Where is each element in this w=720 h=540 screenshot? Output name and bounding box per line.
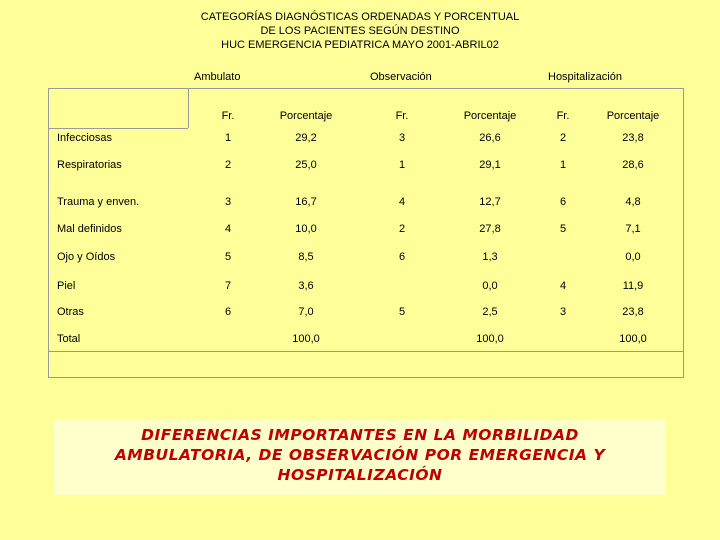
row-label: Total [57, 333, 81, 345]
column-header: Fr. [395, 110, 409, 122]
table-cell: 26,6 [479, 132, 501, 144]
column-header: Porcentaje [279, 110, 333, 122]
header-divider-vertical [188, 88, 189, 128]
table-cell: 100,0 [476, 333, 504, 345]
row-label: Otras [57, 306, 84, 318]
table-cell: 3 [398, 132, 406, 144]
row-label: Infecciosas [57, 132, 113, 144]
column-header: Fr. [221, 110, 235, 122]
table-cell: 25,0 [295, 159, 317, 171]
table-cell: 28,6 [622, 159, 644, 171]
table-cell: 27,8 [479, 223, 501, 235]
data-table [48, 88, 684, 378]
table-cell: 7,1 [625, 223, 641, 235]
table-cell: 4 [398, 196, 406, 208]
group-header-ambulatorio: Ambulato [194, 71, 241, 83]
table-cell: 2 [224, 159, 232, 171]
conclusion-text [0, 425, 720, 485]
table-cell: 3 [559, 306, 567, 318]
table-cell: 23,8 [622, 132, 644, 144]
conclusion-line-1: DIFERENCIAS IMPORTANTES EN LA MORBILIDAD [141, 426, 579, 444]
table-cell: 29,2 [295, 132, 317, 144]
conclusion-line-2: AMBULATORIA, DE OBSERVACIÓN POR EMERGENCIA Y [114, 446, 606, 464]
row-label: Respiratorias [57, 159, 122, 171]
table-cell: 5 [398, 306, 406, 318]
title-line-1: CATEGORÍAS DIAGNÓSTICAS ORDENADAS Y PORCENTUAL [200, 11, 520, 23]
row-label: Trauma y enven. [57, 196, 140, 208]
title-line-3: HUC EMERGENCIA PEDIATRICA MAYO 2001-ABRIL02 [221, 39, 499, 51]
table-cell: 16,7 [295, 196, 317, 208]
table-cell: 11,9 [622, 280, 644, 292]
conclusion-line-3: HOSPITALIZACIÓN [277, 466, 443, 484]
table-cell: 29,1 [479, 159, 501, 171]
title-line-2: DE LOS PACIENTES SEGÚN DESTINO [260, 25, 460, 37]
page-title [0, 10, 720, 52]
table-cell: 4 [224, 223, 232, 235]
table-cell: 3 [224, 196, 232, 208]
table-cell: 23,8 [622, 306, 644, 318]
group-header-observacion: Observación [370, 71, 432, 83]
table-cell: 1 [224, 132, 232, 144]
row-label: Ojo y Oídos [57, 251, 116, 263]
table-cell: 1 [559, 159, 567, 171]
table-cell: 0,0 [482, 280, 498, 292]
table-cell: 6 [224, 306, 232, 318]
table-cell: 1,3 [482, 251, 498, 263]
table-cell: 100,0 [292, 333, 320, 345]
column-header: Porcentaje [463, 110, 517, 122]
table-cell: 4,8 [625, 196, 641, 208]
table-cell: 10,0 [295, 223, 317, 235]
table-cell: 4 [559, 280, 567, 292]
column-header: Fr. [556, 110, 570, 122]
header-divider [48, 128, 188, 129]
table-cell: 2 [559, 132, 567, 144]
column-header: Porcentaje [606, 110, 660, 122]
table-cell: 2,5 [482, 306, 498, 318]
row-label: Piel [57, 280, 76, 292]
table-cell: 7 [224, 280, 232, 292]
table-cell: 3,6 [298, 280, 314, 292]
group-header-hospitalizacion: Hospitalización [548, 71, 622, 83]
table-cell: 7,0 [298, 306, 314, 318]
table-cell: 6 [398, 251, 406, 263]
table-cell: 6 [559, 196, 567, 208]
table-divider [48, 351, 684, 352]
table-cell: 1 [398, 159, 406, 171]
table-cell: 12,7 [479, 196, 501, 208]
row-label: Mal definidos [57, 223, 122, 235]
table-cell: 100,0 [619, 333, 647, 345]
table-cell: 8,5 [298, 251, 314, 263]
table-cell: 5 [559, 223, 567, 235]
table-cell: 0,0 [625, 251, 641, 263]
table-cell: 5 [224, 251, 232, 263]
table-cell: 2 [398, 223, 406, 235]
